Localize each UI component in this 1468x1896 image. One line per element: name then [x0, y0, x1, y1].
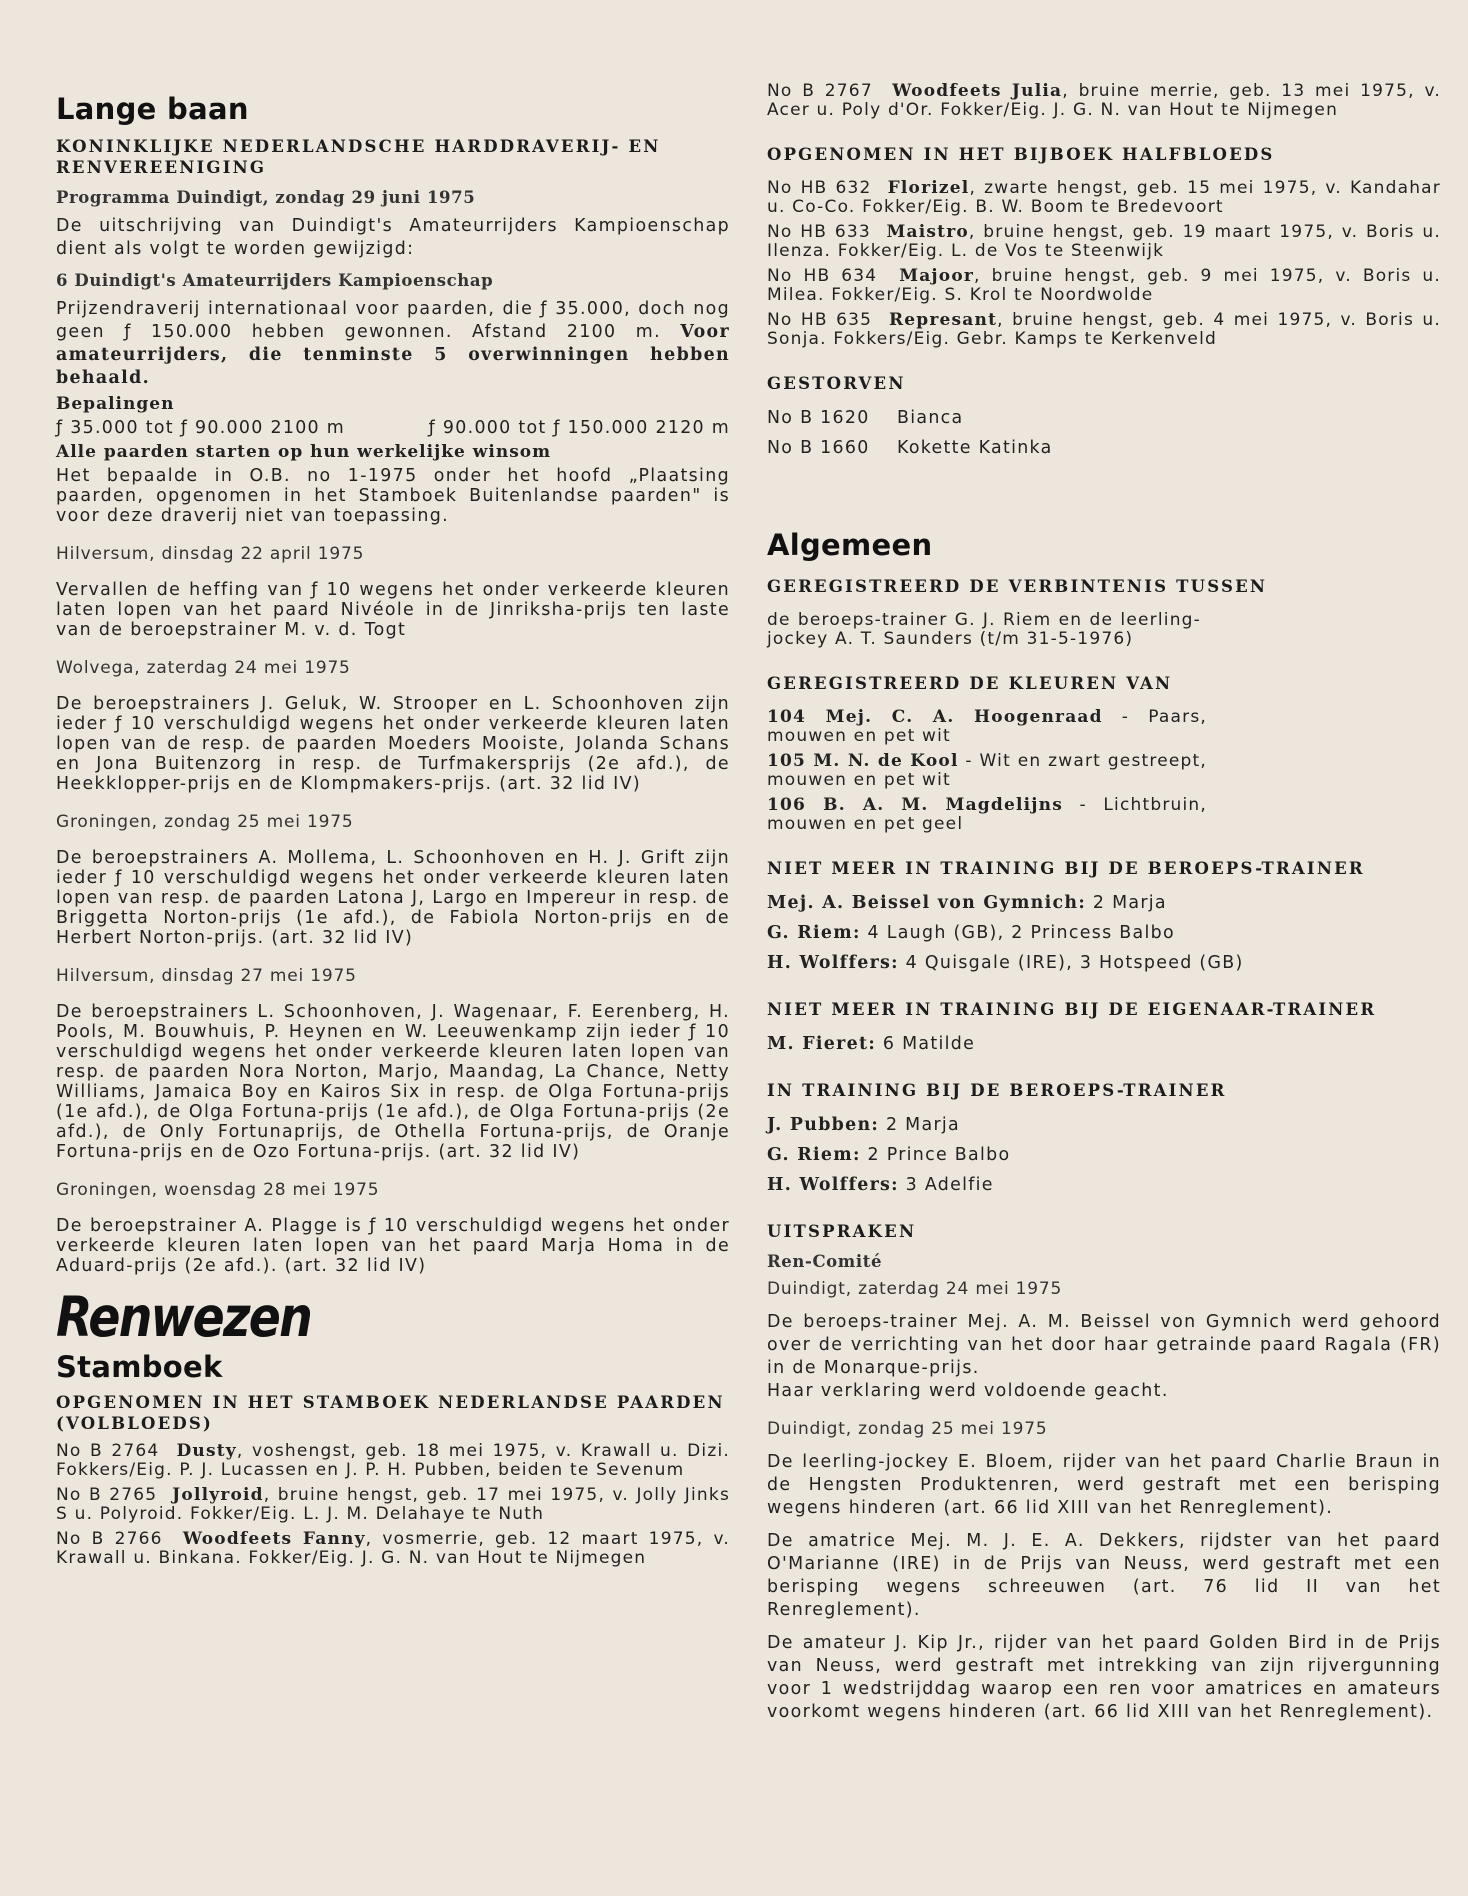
section-date: Groningen, woensdag 28 mei 1975 [56, 1180, 380, 1200]
entry-number: No HB 634 [767, 266, 878, 286]
entry-number: No B 2764 [56, 1441, 160, 1461]
race-text-bold: Voor amateurrijders, die tenminste 5 overwinningen hebben behaald. [56, 322, 730, 388]
uitspraak-para: De leerling-jockey E. Bloem, rijder van het paard Charlie Braun in de Hengsten Produktenren, werd gestraft met een berisping wegens hinderen (art. 66 lid XIII van het Renreglement). [767, 1452, 1441, 1518]
winsom-heading: Alle paarden starten op hun werkelijke winsom [56, 442, 552, 462]
trainer-name: G. Riem: [767, 923, 861, 943]
entry-name: Woodfeets Julia [892, 81, 1063, 101]
entry-name: Represant [888, 310, 998, 330]
kleuren-desc: - Paars, mouwen en pet wit [767, 707, 1207, 746]
trainer-name: H. Wolffers: [767, 953, 899, 973]
item-number: No B 1660 [767, 438, 870, 458]
entry-number: No HB 633 [767, 222, 871, 242]
stamboek-entry [56, 1486, 730, 1524]
section-date: Groningen, zondag 25 mei 1975 [56, 812, 354, 832]
bepalingen-row [56, 418, 730, 438]
section-text: De beroepstrainers L. Schoonhoven, J. Wagenaar, F. Eerenberg, H. Pools, M. Bouwhuis, P. Heynen en W. Leeuwenkamp zijn ieder ƒ 10 verschuldigd wegens het onder verkeerde kleuren laten lopen van resp. de paarden Nora Norton, Marjo, Maandag, La Chance, Netty Williams, Jamaica Boy en Kairos Six in resp. de Olga Fortuna-prijs (1e afd.), de Olga Fortuna-prijs (1e afd.), de Olga Fortuna-prijs (2e afd.), de Only Fortunaprijs, de Othella Fortuna-prijs, de Oranje Fortuna-prijs en de Ozo Fortuna-prijs. (art. 32 lid IV) [56, 1002, 730, 1162]
entry-number: No HB 635 [767, 310, 873, 330]
entry-text: , voshengst, geb. 18 mei 1975, v. Krawall u. Dizi. Fokkers/Eig. P. J. Lucassen en J. P. H. Pubben, beiden te Sevenum [56, 1441, 730, 1480]
horses: 4 Laugh (GB), 2 Princess Balbo [860, 923, 1175, 943]
stamboek-entry [56, 1442, 730, 1480]
entry-name: Jollyroid [172, 1485, 264, 1505]
training-item [767, 891, 1441, 915]
uitspraak-para: De beroeps-trainer Mej. A. M. Beissel von Gymnich werd gehoord over de verrichting van het door haar getrainde paard Ragala (FR) in de Monarque-prijs. [767, 1312, 1441, 1378]
in-training-caps: IN TRAINING BIJ DE BEROEPS-TRAINER [767, 1081, 1227, 1100]
horses: 2 Marja [879, 1115, 960, 1135]
niet-beroeps-caps: NIET MEER IN TRAINING BIJ DE BEROEPS-TRAINER [767, 859, 1365, 878]
right-column [767, 82, 1441, 1734]
entry-text: , zwarte hengst, geb. 15 mei 1975, v. Kandahar u. Co-Co. Fokker/Eig. B. W. Boom te Bredevoort [767, 178, 1441, 217]
race-text-plain: Prijzendraverij internationaal voor paarden, die ƒ 35.000, doch nog geen ƒ 150.000 hebben gewonnen. Afstand 2100 m. [56, 299, 730, 342]
entry-number: No HB 632 [767, 178, 872, 198]
training-item [767, 951, 1441, 975]
verbintenis-caps: GEREGISTREERD DE VERBINTENIS TUSSEN [767, 577, 1268, 596]
stamboek-caps: OPGENOMEN IN HET STAMBOEK NEDERLANDSE PAARDEN (VOLBLOEDS) [56, 1393, 725, 1433]
entry-name: Dusty [176, 1441, 237, 1461]
entry-name: Woodfeets Fanny [182, 1529, 366, 1549]
horses: 4 Quisgale (IRE), 3 Hotspeed (GB) [898, 953, 1244, 973]
section-date: Hilversum, dinsdag 22 april 1975 [56, 544, 365, 564]
halfbloed-entry [767, 179, 1441, 217]
bepalingen-left: ƒ 35.000 tot ƒ 90.000 2100 m [56, 418, 345, 438]
entry-number: No B 2765 [56, 1485, 158, 1505]
trainer-name: H. Wolffers: [767, 1175, 899, 1195]
org-title: KONINKLIJKE NEDERLANDSCHE HARDDRAVERIJ- EN RENVEREENIGING [56, 137, 661, 177]
trainer-name: M. Fieret: [767, 1034, 877, 1054]
ren-comite-label: Ren-Comité [767, 1252, 883, 1271]
programma-line: Programma Duindigt, zondag 29 juni 1975 [56, 188, 476, 207]
stamboek-heading: Stamboek [56, 1350, 223, 1384]
uitspraak-para: Haar verklaring werd voldoende geacht. [767, 1381, 1169, 1401]
uitspraken-caps: UITSPRAKEN [767, 1222, 917, 1241]
gestorven-caps: GESTORVEN [767, 374, 906, 393]
item-number: No B 1620 [767, 408, 870, 428]
intro-text: De uitschrijving van Duindigt's Amateurrijders Kampioenschap dient als volgt te worden gewijzigd: [56, 216, 730, 259]
halfbloed-entry [767, 267, 1441, 305]
gestorven-item [767, 406, 1441, 430]
renwezen-heading: Renwezen [56, 1285, 312, 1349]
kleuren-caps: GEREGISTREERD DE KLEUREN VAN [767, 674, 1173, 693]
stamboek-entry [56, 1530, 730, 1568]
race-text [56, 298, 730, 390]
stamboek-entry [767, 82, 1441, 120]
entry-name: Majoor [899, 266, 975, 286]
trainer-name: G. Riem: [767, 1145, 861, 1165]
gestorven-item [767, 436, 1441, 460]
uitspraak-para: De amateur J. Kip Jr., rijder van het paard Golden Bird in de Prijs van Neuss, werd gestraft met intrekking van zijn rijvergunning voor 1 wedstrijddag waarop een ren voor amatrices en amateurs voorkomt wegens hinderen (art. 66 lid XIII van het Renreglement). [767, 1633, 1441, 1722]
uitspraak-date: Duindigt, zondag 25 mei 1975 [767, 1419, 1048, 1439]
section-text: De beroepstrainers A. Mollema, L. Schoonhoven en H. J. Grift zijn ieder ƒ 10 verschuldigd wegens het onder verkeerde kleuren laten lopen van resp. de paarden Latona J, Largo en Impereur in resp. de Briggetta Norton-prijs (1e afd.), de Fabiola Norton-prijs en de Herbert Norton-prijs. (art. 32 lid IV) [56, 848, 730, 948]
training-item [767, 1032, 1441, 1056]
item-name: Kokette Katinka [897, 438, 1053, 458]
entry-text: , vosmerrie, geb. 12 maart 1975, v. Krawall u. Binkana. Fokker/Eig. J. G. N. van Hout te Nijmegen [56, 1529, 730, 1568]
kleuren-owner: 105 M. N. de Kool [767, 751, 959, 771]
verbintenis-text: de beroeps-trainer G. J. Riem en de leerling-jockey A. T. Saunders (t/m 31-5-1976) [767, 610, 1201, 649]
halfbloed-entry [767, 311, 1441, 349]
algemeen-heading: Algemeen [767, 528, 933, 562]
item-name: Bianca [897, 408, 964, 428]
kleuren-item [767, 708, 1207, 746]
entry-text: , bruine hengst, geb. 19 maart 1975, v. Boris u. Ilenza. Fokker/Eig. L. de Vos te Steenwijk [767, 222, 1442, 261]
training-item [767, 1173, 1441, 1197]
bepalingen-right: ƒ 90.000 tot ƒ 150.000 2120 m [428, 418, 730, 438]
kleuren-desc: - Wit en zwart gestreept, mouwen en pet wit [767, 751, 1207, 790]
kleuren-item [767, 752, 1207, 790]
winsom-text: Het bepaalde in O.B. no 1-1975 onder het hoofd „Plaatsing paarden, opgenomen in het Stamboek Buitenlandse paarden" is voor deze draverij niet van toepassing. [56, 466, 730, 526]
kleuren-item [767, 796, 1207, 834]
uitspraak-para: De amatrice Mej. M. J. E. A. Dekkers, rijdster van het paard O'Marianne (IRE) in de Prijs van Neuss, werd gestraft met een berisping wegens schreeuwen (art. 76 lid II van het Renreglement). [767, 1531, 1441, 1620]
lange-baan-heading: Lange baan [56, 92, 249, 126]
kleuren-desc: - Lichtbruin, mouwen en pet geel [767, 795, 1207, 834]
entry-text: , bruine hengst, geb. 4 mei 1975, v. Boris u. Sonja. Fokkers/Eig. Gebr. Kamps te Kerkenveld [767, 310, 1441, 349]
training-item [767, 1113, 1441, 1137]
section-date: Hilversum, dinsdag 27 mei 1975 [56, 966, 357, 986]
entry-text: , bruine hengst, geb. 9 mei 1975, v. Boris u. Milea. Fokker/Eig. S. Krol te Noordwolde [767, 266, 1441, 305]
bepalingen-label: Bepalingen [56, 394, 175, 414]
kleuren-owner: 104 Mej. C. A. Hoogenraad [767, 707, 1103, 727]
kleuren-owner: 106 B. A. M. Magdelijns [767, 795, 1063, 815]
horses: 6 Matilde [876, 1034, 976, 1054]
training-item [767, 921, 1441, 945]
race-title: 6 Duindigt's Amateurrijders Kampioenschap [56, 271, 494, 290]
trainer-name: J. Pubben: [767, 1115, 880, 1135]
entry-number: No B 2766 [56, 1529, 163, 1549]
entry-text: , bruine hengst, geb. 17 mei 1975, v. Jolly Jinks S u. Polyroid. Fokker/Eig. L. J. M. Delahaye te Nuth [56, 1485, 730, 1524]
entry-name: Maistro [886, 222, 969, 242]
halfbloed-entry [767, 223, 1441, 261]
section-date: Wolvega, zaterdag 24 mei 1975 [56, 658, 351, 678]
trainer-name: Mej. A. Beissel von Gymnich: [767, 893, 1087, 913]
horses: 3 Adelfie [898, 1175, 994, 1195]
halfbloeds-caps: OPGENOMEN IN HET BIJBOEK HALFBLOEDS [767, 145, 1275, 164]
entry-text: , bruine merrie, geb. 13 mei 1975, v. Acer u. Poly d'Or. Fokker/Eig. J. G. N. van Hout te Nijmegen [767, 81, 1441, 120]
section-text: De beroepstrainers J. Geluk, W. Strooper en L. Schoonhoven zijn ieder ƒ 10 verschuldigd wegens het onder verkeerde kleuren laten lopen van de resp. de paarden Moeders Mooiste, Jolanda Schans en Jona Buitenzorg in resp. de Turfmakersprijs (2e afd.), de Heekklopper-prijs en de Klompmakers-prijs. (art. 32 lid IV) [56, 694, 730, 794]
horses: 2 Marja [1086, 893, 1167, 913]
training-item [767, 1143, 1441, 1167]
uitspraak-date: Duindigt, zaterdag 24 mei 1975 [767, 1279, 1063, 1299]
entry-name: Florizel [887, 178, 970, 198]
horses: 2 Prince Balbo [860, 1145, 1011, 1165]
niet-eigenaar-caps: NIET MEER IN TRAINING BIJ DE EIGENAAR-TRAINER [767, 1000, 1377, 1019]
left-column [56, 82, 730, 1574]
entry-number: No B 2767 [767, 81, 873, 101]
section-text: Vervallen de heffing van ƒ 10 wegens het onder verkeerde kleuren laten lopen van het paard Nivéole in de Jinriksha-prijs ten laste van de beroepstrainer M. v. d. Togt [56, 580, 730, 640]
section-text: De beroepstrainer A. Plagge is ƒ 10 verschuldigd wegens het onder verkeerde kleuren laten lopen van het paard Marja Homa in de Aduard-prijs (2e afd.). (art. 32 lid IV) [56, 1216, 730, 1276]
